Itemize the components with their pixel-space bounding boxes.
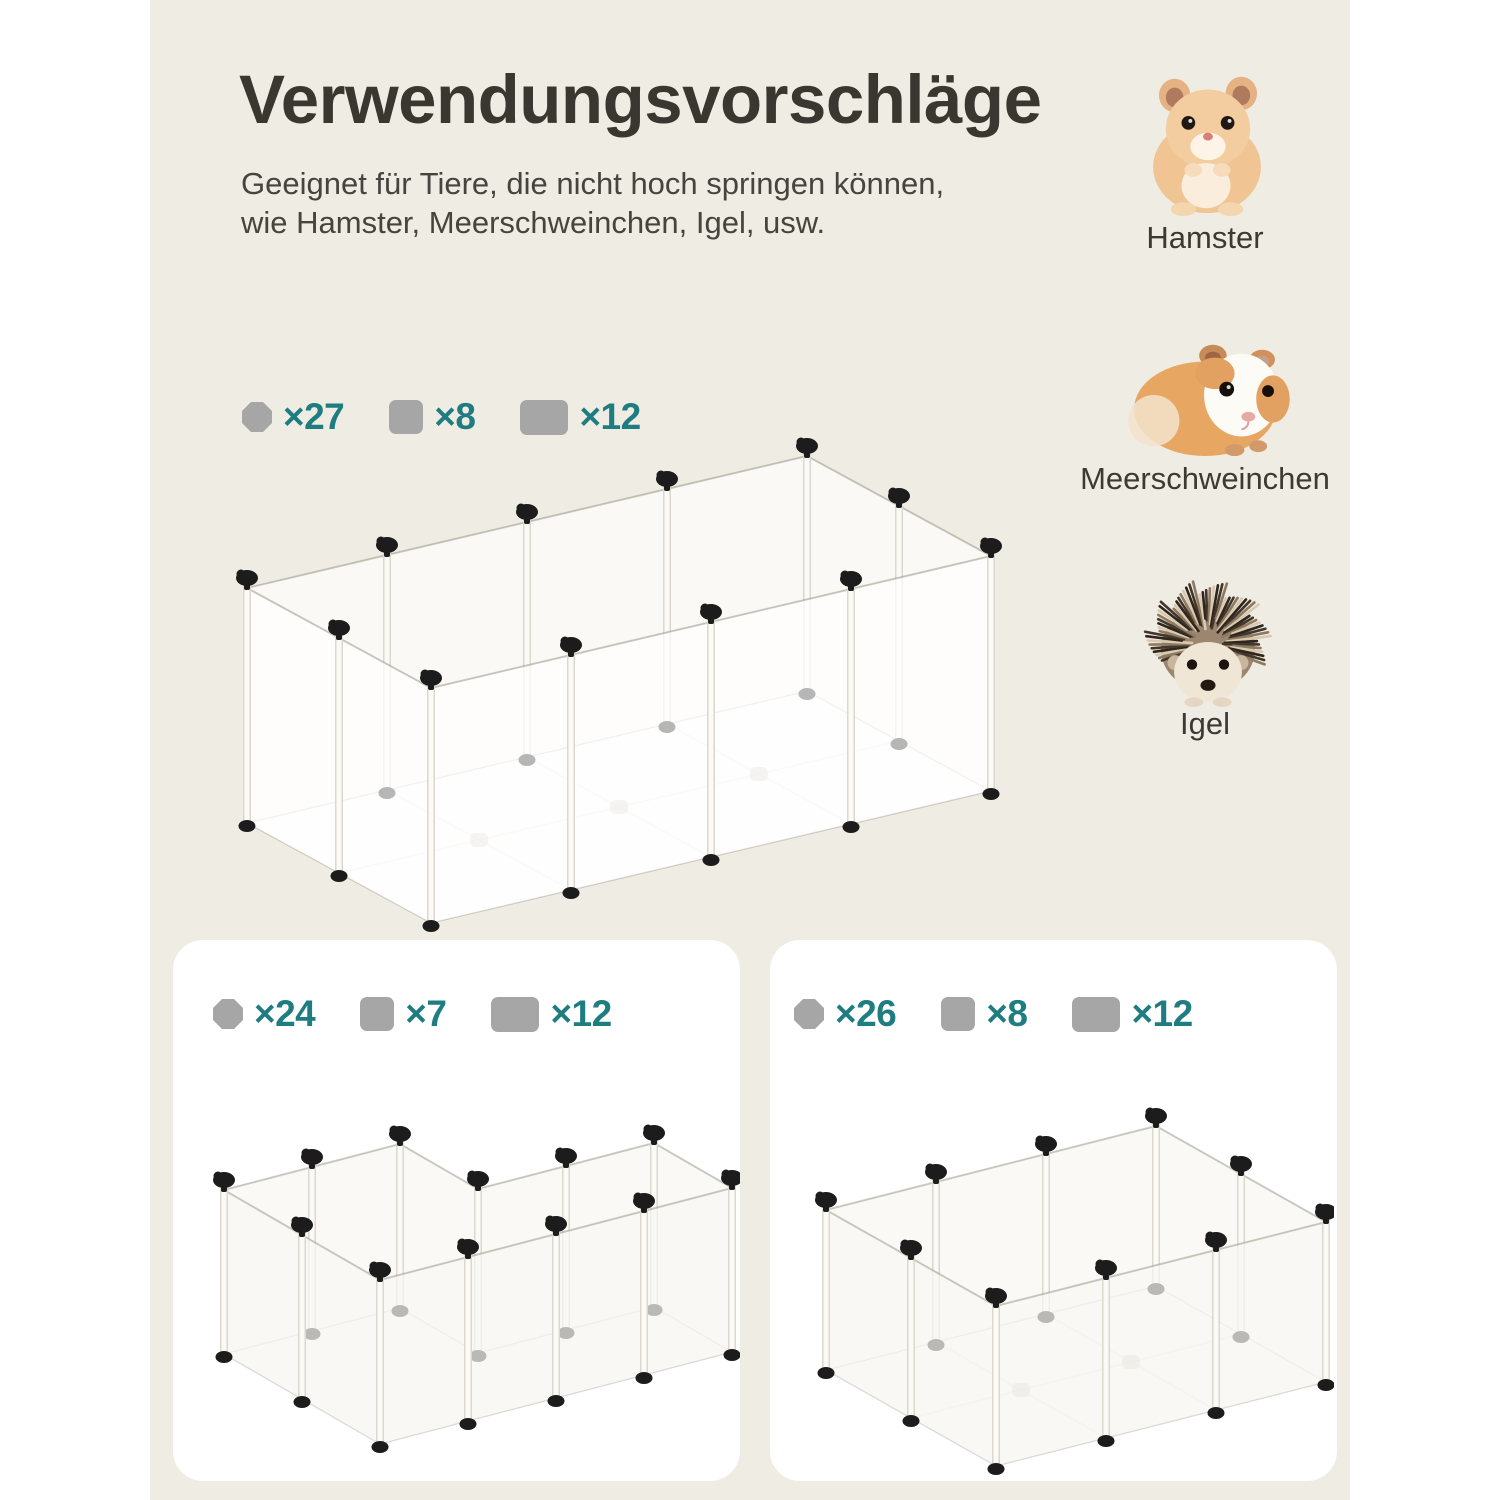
small-panel-count: ×8 [434,396,476,437]
subtitle-line-2: wie Hamster, Meerschweinchen, Igel, usw. [241,205,826,240]
legend-item-small-panels [941,993,1027,1035]
legend-item-small-panels [360,993,446,1035]
hedgehog-label: Igel [1180,706,1230,741]
small-panel-icon [360,997,394,1031]
small-panel-count: ×7 [405,993,447,1034]
hedgehog-photo [1128,570,1288,712]
l-shape-playpen-illustration [182,1058,740,1478]
large-panel-count: ×12 [579,396,641,437]
guinea-pig-photo [1118,332,1296,460]
legend-item-balls [213,993,315,1035]
page-title: Verwendungsvorschläge [239,61,1042,138]
rect-playpen-illustration [778,1056,1334,1480]
connector-ball-icon [794,999,824,1029]
page-subtitle [241,164,944,242]
hamster-photo [1128,66,1286,218]
main-playpen-illustration [192,428,1004,956]
legend-variant-right [794,993,1193,1035]
legend-item-large-panels [491,993,611,1035]
small-panel-icon [941,997,975,1031]
subtitle-line-1: Geeignet für Tiere, die nicht hoch springen können, [241,166,945,201]
connector-ball-icon [213,999,243,1029]
ball-count: ×27 [283,396,345,437]
large-panel-count: ×12 [1131,993,1193,1034]
large-panel-count: ×12 [550,993,612,1034]
ball-count: ×26 [835,993,897,1034]
legend-item-balls [794,993,896,1035]
hamster-label: Hamster [1146,220,1264,255]
legend-item-large-panels [1072,993,1192,1035]
guinea-pig-label: Meerschweinchen [1080,461,1330,496]
large-panel-icon [1072,997,1120,1032]
small-panel-count: ×8 [986,993,1028,1034]
legend-variant-left [213,993,612,1035]
ball-count: ×24 [254,993,316,1034]
large-panel-icon [491,997,539,1032]
